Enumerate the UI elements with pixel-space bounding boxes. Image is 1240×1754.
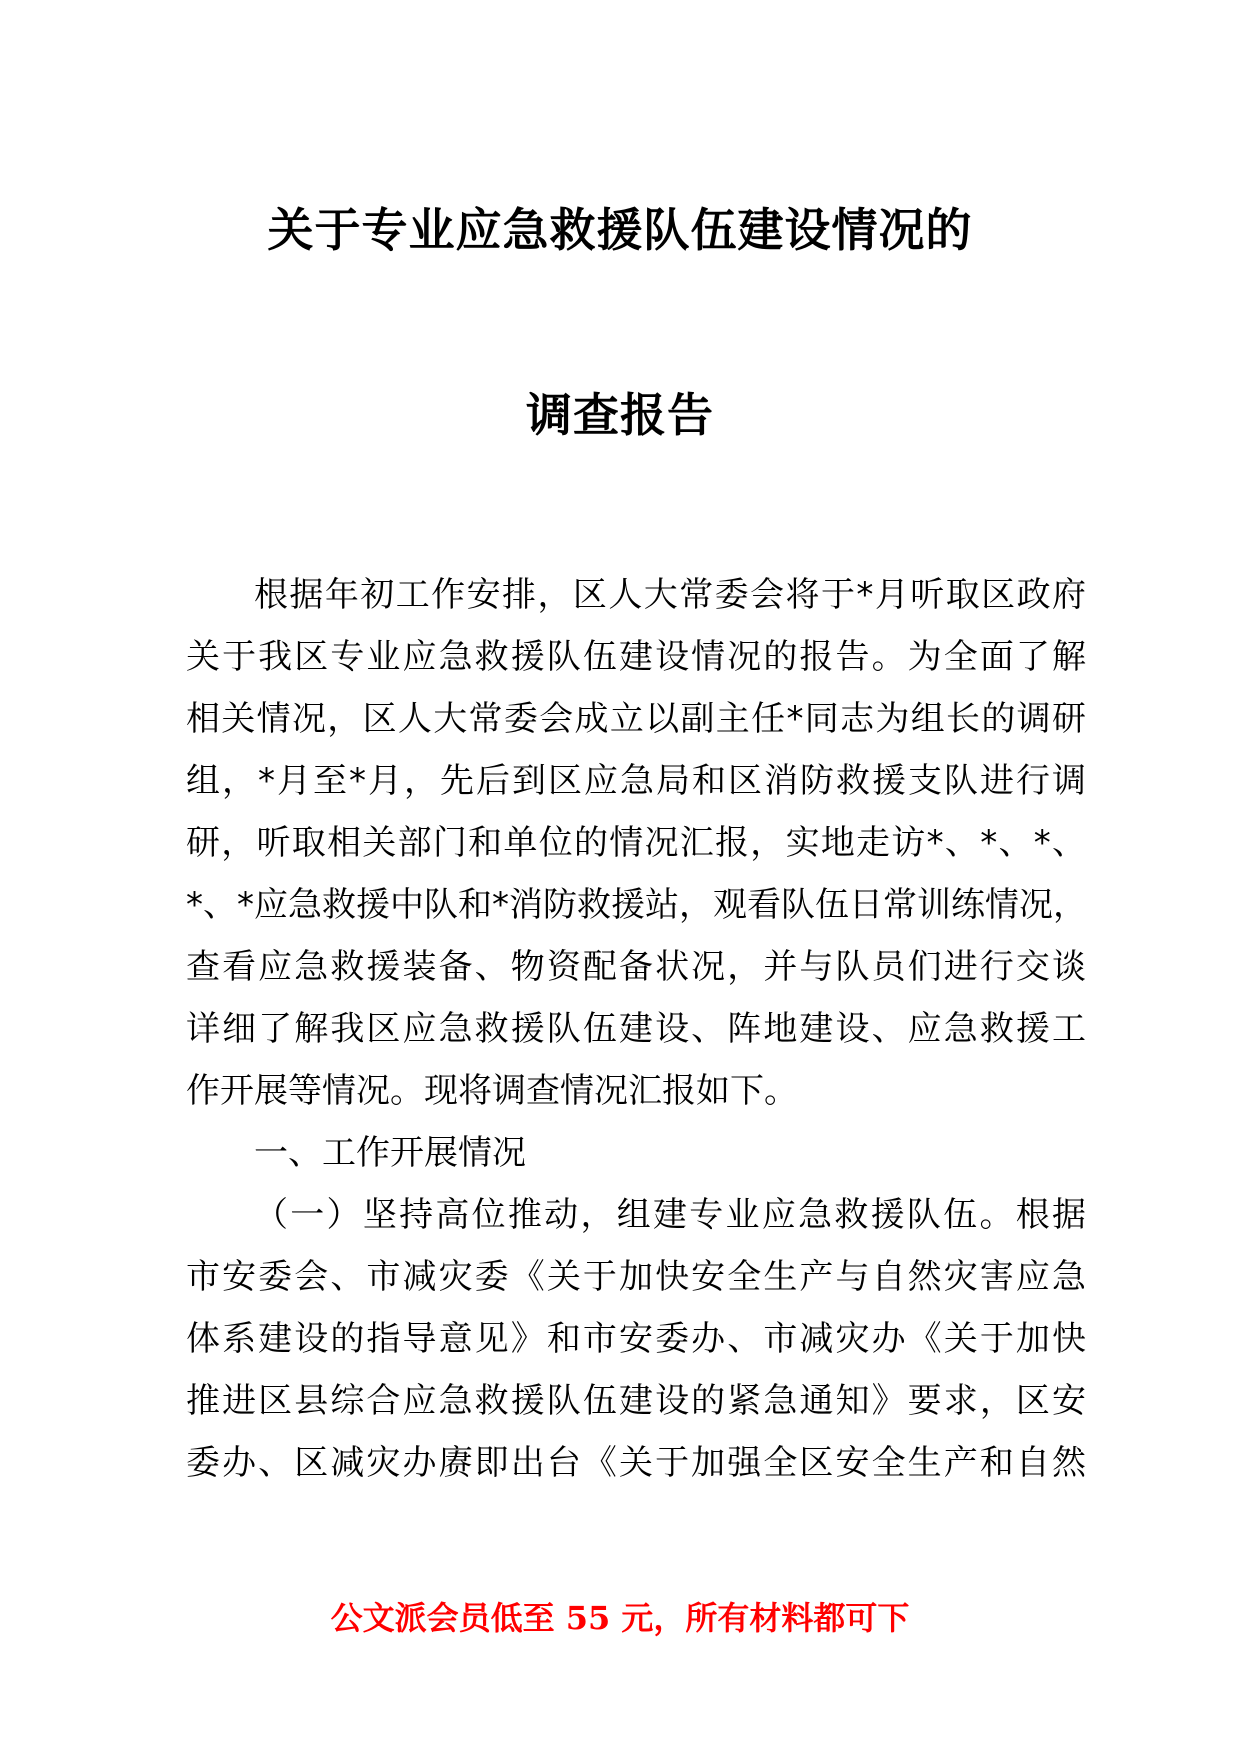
body-line: 推进区县综合应急救援队伍建设的紧急通知》要求，区安 — [186, 1381, 1086, 1421]
body-line: 详细了解我区应急救援队伍建设、阵地建设、应急救援工 — [186, 1009, 1086, 1049]
document-title-line-2: 调查报告 — [526, 388, 714, 442]
body-line: 组，*月至*月，先后到区应急局和区消防救援支队进行调 — [186, 761, 1086, 801]
body-line: 关于我区专业应急救援队伍建设情况的报告。为全面了解 — [186, 637, 1086, 677]
body-line: 根据年初工作安排，区人大常委会将于*月听取区政府 — [254, 575, 1086, 615]
body-line: 相关情况，区人大常委会成立以副主任*同志为组长的调研 — [186, 699, 1086, 739]
promo-footer: 公文派会员低至 55 元，所有材料都可下 — [330, 1599, 910, 1637]
body-line: 研，听取相关部门和单位的情况汇报，实地走访*、*、*、 — [186, 823, 1086, 863]
document-title-line-1: 关于专业应急救援队伍建设情况的 — [267, 203, 973, 257]
body-line: 作开展等情况。现将调查情况汇报如下。 — [186, 1071, 798, 1111]
subsection-line: （一）坚持高位推动，组建专业应急救援队伍。根据 — [254, 1195, 1086, 1235]
body-line: 查看应急救援装备、物资配备状况，并与队员们进行交谈 — [186, 947, 1086, 987]
body-line: 市安委会、市减灾委《关于加快安全生产与自然灾害应急 — [186, 1257, 1086, 1297]
body-line: 体系建设的指导意见》和市安委办、市减灾办《关于加快 — [186, 1319, 1086, 1359]
section-heading: 一、工作开展情况 — [254, 1133, 526, 1173]
body-line: *、*应急救援中队和*消防救援站，观看队伍日常训练情况， — [186, 885, 1087, 925]
body-line: 委办、区减灾办赓即出台《关于加强全区安全生产和自然 — [186, 1443, 1086, 1483]
